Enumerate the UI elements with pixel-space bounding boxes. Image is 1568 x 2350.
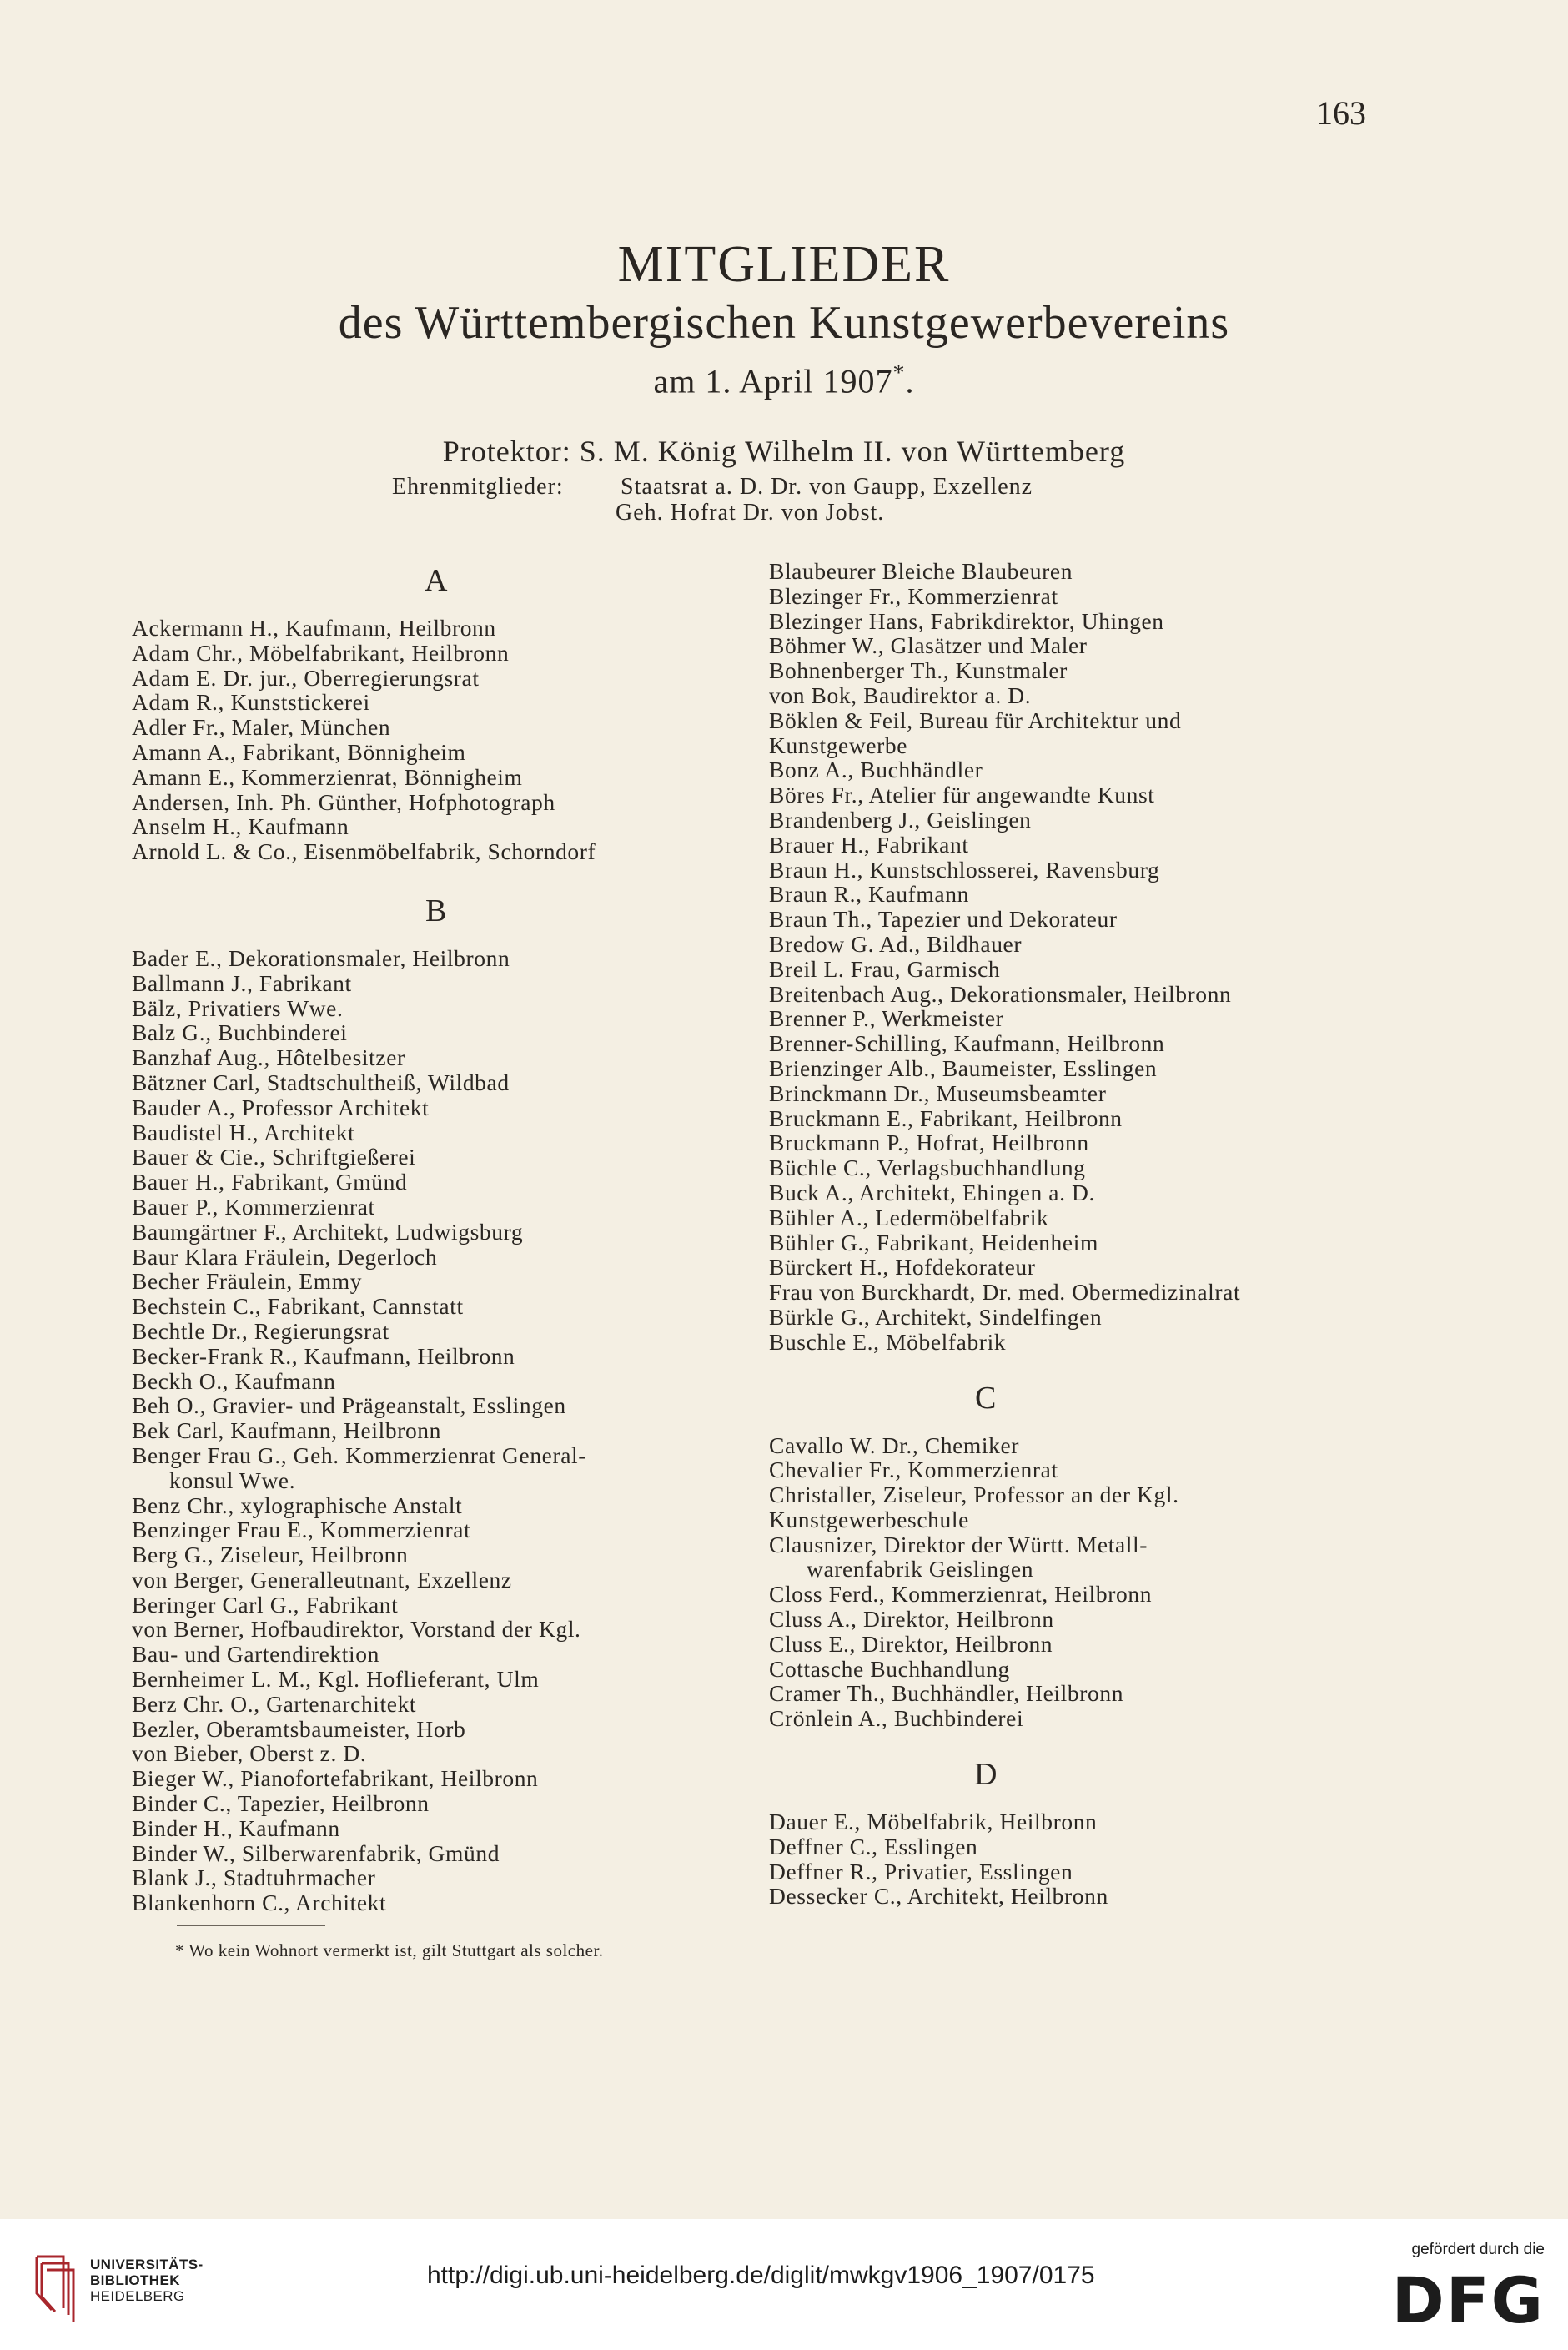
member-entry: Bürkle G., Architekt, Sindelfingen <box>769 1303 1103 1330</box>
member-entry: von Berger, Generalleutnant, Exzellenz <box>132 1566 512 1593</box>
dfg-logo: DFG <box>1391 2263 1545 2337</box>
left-column <box>132 559 741 1915</box>
member-entry: Brenner-Schilling, Kaufmann, Heilbronn <box>769 1030 1165 1057</box>
member-entry: Deffner R., Privatier, Esslingen <box>769 1858 1073 1885</box>
member-entry: Bonz A., Buchhändler <box>769 757 983 783</box>
member-entry: Cluss E., Direktor, Heilbronn <box>769 1630 1053 1657</box>
member-entry: Bruckmann E., Fabrikant, Heilbronn <box>769 1105 1123 1131</box>
member-entry: Chevalier Fr., Kommerzienrat <box>769 1457 1058 1483</box>
footnote: * Wo kein Wohnort vermerkt ist, gilt Stuttgart als solcher. <box>175 1940 604 1960</box>
member-entry: Bohnenberger Th., Kunstmaler <box>769 657 1068 684</box>
member-entry: Berg G., Ziseleur, Heilbronn <box>132 1542 409 1568</box>
member-entry: Bürckert H., Hofdekorateur <box>769 1254 1036 1281</box>
member-entry: Becher Fräulein, Emmy <box>132 1268 363 1295</box>
member-entry: Benzinger Frau E., Kommerzienrat <box>132 1517 471 1543</box>
member-entry: Andersen, Inh. Ph. Günther, Hofphotograph <box>132 788 555 815</box>
protektor-line: Protektor: S. M. König Wilhelm II. von Württemberg <box>442 435 1126 468</box>
section-d-list <box>769 1809 1403 1909</box>
footnote-marker: * <box>892 360 906 386</box>
section-gap <box>769 1355 1403 1376</box>
member-entry: Braun Th., Tapezier und Dekorateur <box>769 906 1118 933</box>
member-entry: Böres Fr., Atelier für angewandte Kunst <box>769 782 1155 808</box>
date-text: am 1. April 1907 <box>653 362 893 400</box>
page-number: 163 <box>1316 94 1366 132</box>
member-entry: Cottasche Buchhandlung <box>769 1655 1010 1682</box>
member-entry: Breil L. Frau, Garmisch <box>769 955 1001 982</box>
ehrenmitglieder <box>392 474 1033 526</box>
member-entry: Crönlein A., Buchbinderei <box>769 1705 1024 1732</box>
member-entry: Blezinger Fr., Kommerzienrat <box>769 582 1058 609</box>
member-entry: Berz Chr. O., Gartenarchitekt <box>132 1690 417 1717</box>
member-entry: Bühler G., Fabrikant, Heidenheim <box>769 1229 1098 1256</box>
member-entry: Amann A., Fabrikant, Bönnigheim <box>132 738 466 765</box>
member-entry: Buschle E., Möbelfabrik <box>769 1328 1007 1355</box>
member-entry: Böhmer W., Glasätzer und Maler <box>769 632 1088 659</box>
member-entry: Deffner C., Esslingen <box>769 1833 978 1859</box>
member-entry: Baur Klara Fräulein, Degerloch <box>132 1243 438 1270</box>
member-entry: Cavallo W. Dr., Chemiker <box>769 1432 1020 1458</box>
member-entry: Breitenbach Aug., Dekorationsmaler, Heilbronn <box>769 980 1232 1007</box>
member-entry: Kunstgewerbeschule <box>769 1506 969 1532</box>
member-entry: Bezler, Oberamtsbaumeister, Horb <box>132 1715 466 1742</box>
member-entry: Beringer Carl G., Fabrikant <box>132 1591 399 1618</box>
member-entry: Bühler A., Ledermöbelfabrik <box>769 1204 1049 1230</box>
member-entry: Brandenberg J., Geislingen <box>769 806 1032 833</box>
section-a-list <box>132 616 741 864</box>
member-entry: Balz G., Buchbinderei <box>132 1019 348 1046</box>
member-entry: konsul Wwe. <box>169 1467 296 1493</box>
library-line-3: HEIDELBERG <box>90 2288 185 2304</box>
member-entry: Cluss A., Direktor, Heilbronn <box>769 1606 1054 1633</box>
member-entry: Becker-Frank R., Kaufmann, Heilbronn <box>132 1342 515 1369</box>
member-entry: Ballmann J., Fabrikant <box>132 969 352 996</box>
member-entry: Banzhaf Aug., Hôtelbesitzer <box>132 1044 405 1071</box>
section-c-list <box>769 1433 1403 1732</box>
member-entry: Dessecker C., Architekt, Heilbronn <box>769 1883 1108 1910</box>
member-entry: Braun H., Kunstschlosserei, Ravensburg <box>769 856 1160 883</box>
member-entry: Binder C., Tapezier, Heilbronn <box>132 1790 430 1817</box>
member-entry: Brenner P., Werkmeister <box>769 1005 1004 1032</box>
member-entry: Bauer H., Fabrikant, Gmünd <box>132 1169 408 1195</box>
section-b-list <box>132 946 741 1915</box>
page-subtitle: des Württembergischen Kunstgewerbevereins <box>338 297 1230 349</box>
member-entry: Benger Frau G., Geh. Kommerzienrat General- <box>132 1442 587 1468</box>
section-gap <box>769 1731 1403 1753</box>
section-letter-a: A <box>424 563 449 598</box>
member-entry: Adam Chr., Möbelfabrikant, Heilbronn <box>132 639 510 666</box>
member-entry: Ackermann H., Kaufmann, Heilbronn <box>132 615 496 641</box>
page-title: MITGLIEDER <box>617 236 951 293</box>
university-library-logo-icon <box>30 2250 82 2323</box>
member-entry: Braun R., Kaufmann <box>769 881 969 908</box>
member-entry: Bauer P., Kommerzienrat <box>132 1193 375 1220</box>
member-entry: Binder W., Silberwarenfabrik, Gmünd <box>132 1839 500 1866</box>
member-entry: Bauer & Cie., Schriftgießerei <box>132 1144 416 1170</box>
member-entry: Beh O., Gravier- und Prägeanstalt, Esslingen <box>132 1392 566 1419</box>
member-entry: Bätzner Carl, Stadtschultheiß, Wildbad <box>132 1069 510 1095</box>
member-entry: Cramer Th., Buchhändler, Heilbronn <box>769 1680 1124 1707</box>
member-entry: Böklen & Feil, Bureau für Architektur und <box>769 707 1182 733</box>
section-letter-c: C <box>975 1380 997 1416</box>
member-entry: Kunstgewerbe <box>769 732 908 758</box>
library-line-2: BIBLIOTHEK <box>90 2272 180 2288</box>
member-entry: Baudistel H., Architekt <box>132 1119 355 1145</box>
member-entry: Baumgärtner F., Architekt, Ludwigsburg <box>132 1218 524 1245</box>
member-entry: Blaubeurer Bleiche Blaubeuren <box>769 558 1073 584</box>
member-entry: Anselm H., Kaufmann <box>132 813 349 840</box>
ehrenmitglied-1: Staatsrat a. D. Dr. von Gaupp, Exzellenz <box>621 474 1033 500</box>
member-entry: Adler Fr., Maler, München <box>132 714 391 741</box>
member-entry: warenfabrik Geislingen <box>807 1556 1034 1583</box>
member-entry: Clausnizer, Direktor der Württ. Metall- <box>769 1531 1148 1557</box>
section-b-continued-list <box>769 559 1403 1355</box>
member-entry: von Berner, Hofbaudirektor, Vorstand der Kgl. <box>132 1616 581 1643</box>
library-name <box>90 2257 204 2304</box>
member-entry: Brinckmann Dr., Museumsbeamter <box>769 1079 1107 1106</box>
member-entry: Adam R., Kunststickerei <box>132 689 370 716</box>
date-line: am 1. April 1907*. <box>653 360 915 400</box>
footnote-rule <box>177 1925 325 1926</box>
section-gap <box>132 864 741 889</box>
member-entry: Bruckmann P., Hofrat, Heilbronn <box>769 1130 1089 1156</box>
member-entry: Bredow G. Ad., Bildhauer <box>769 930 1023 957</box>
section-letter-b: B <box>425 893 447 928</box>
member-entry: Bälz, Privatiers Wwe. <box>132 994 344 1021</box>
member-entry: Bechstein C., Fabrikant, Cannstatt <box>132 1293 464 1320</box>
member-entry: Buck A., Architekt, Ehingen a. D. <box>769 1179 1095 1205</box>
member-entry: Bader E., Dekorationsmaler, Heilbronn <box>132 944 510 971</box>
permalink-url[interactable]: http://digi.ub.uni-heidelberg.de/diglit/mwkgv1906_1907/0175 <box>427 2262 1095 2289</box>
right-column <box>769 559 1403 1909</box>
member-entry: Dauer E., Möbelfabrik, Heilbronn <box>769 1809 1098 1835</box>
ehrenmitglied-2: Geh. Hofrat Dr. von Jobst. <box>616 500 885 526</box>
member-entry: Bau- und Gartendirektion <box>132 1641 379 1668</box>
member-entry: Bauder A., Professor Architekt <box>132 1094 430 1120</box>
member-entry: Blankenhorn C., Architekt <box>132 1890 387 1916</box>
member-entry: Adam E. Dr. jur., Oberregierungsrat <box>132 664 480 691</box>
member-entry: Büchle C., Verlagsbuchhandlung <box>769 1155 1086 1181</box>
section-letter-d: D <box>973 1757 998 1793</box>
member-entry: Blank J., Stadtuhrmacher <box>132 1864 376 1891</box>
member-entry: Christaller, Ziseleur, Professor an der Kgl. <box>769 1482 1179 1508</box>
member-entry: von Bieber, Oberst z. D. <box>132 1740 367 1767</box>
funding-note: gefördert durch die <box>1411 2241 1545 2258</box>
member-entry: Arnold L. & Co., Eisenmöbelfabrik, Schorndorf <box>132 838 596 865</box>
member-entry: Bechtle Dr., Regierungsrat <box>132 1317 389 1344</box>
member-entry: Bieger W., Pianofortefabrikant, Heilbronn <box>132 1765 539 1792</box>
member-entry: Brauer H., Fabrikant <box>769 831 969 858</box>
member-entry: Bek Carl, Kaufmann, Heilbronn <box>132 1417 441 1444</box>
ehrenmitglieder-label: Ehrenmitglieder: <box>392 474 564 500</box>
member-entry: Amann E., Kommerzienrat, Bönnigheim <box>132 763 523 790</box>
member-entry: Binder H., Kaufmann <box>132 1814 340 1841</box>
member-entry: Blezinger Hans, Fabrikdirektor, Uhingen <box>769 607 1164 634</box>
member-entry: von Bok, Baudirektor a. D. <box>769 682 1032 708</box>
member-entry: Benz Chr., xylographische Anstalt <box>132 1492 463 1518</box>
member-entry: Bernheimer L. M., Kgl. Hoflieferant, Ulm <box>132 1666 540 1693</box>
member-entry: Beckh O., Kaufmann <box>132 1367 336 1394</box>
member-entry: Frau von Burckhardt, Dr. med. Obermedizinalrat <box>769 1279 1241 1306</box>
member-entry: Closs Ferd., Kommerzienrat, Heilbronn <box>769 1581 1153 1608</box>
library-line-1: UNIVERSITÄTS- <box>90 2257 204 2272</box>
member-entry: Brienzinger Alb., Baumeister, Esslingen <box>769 1054 1158 1081</box>
